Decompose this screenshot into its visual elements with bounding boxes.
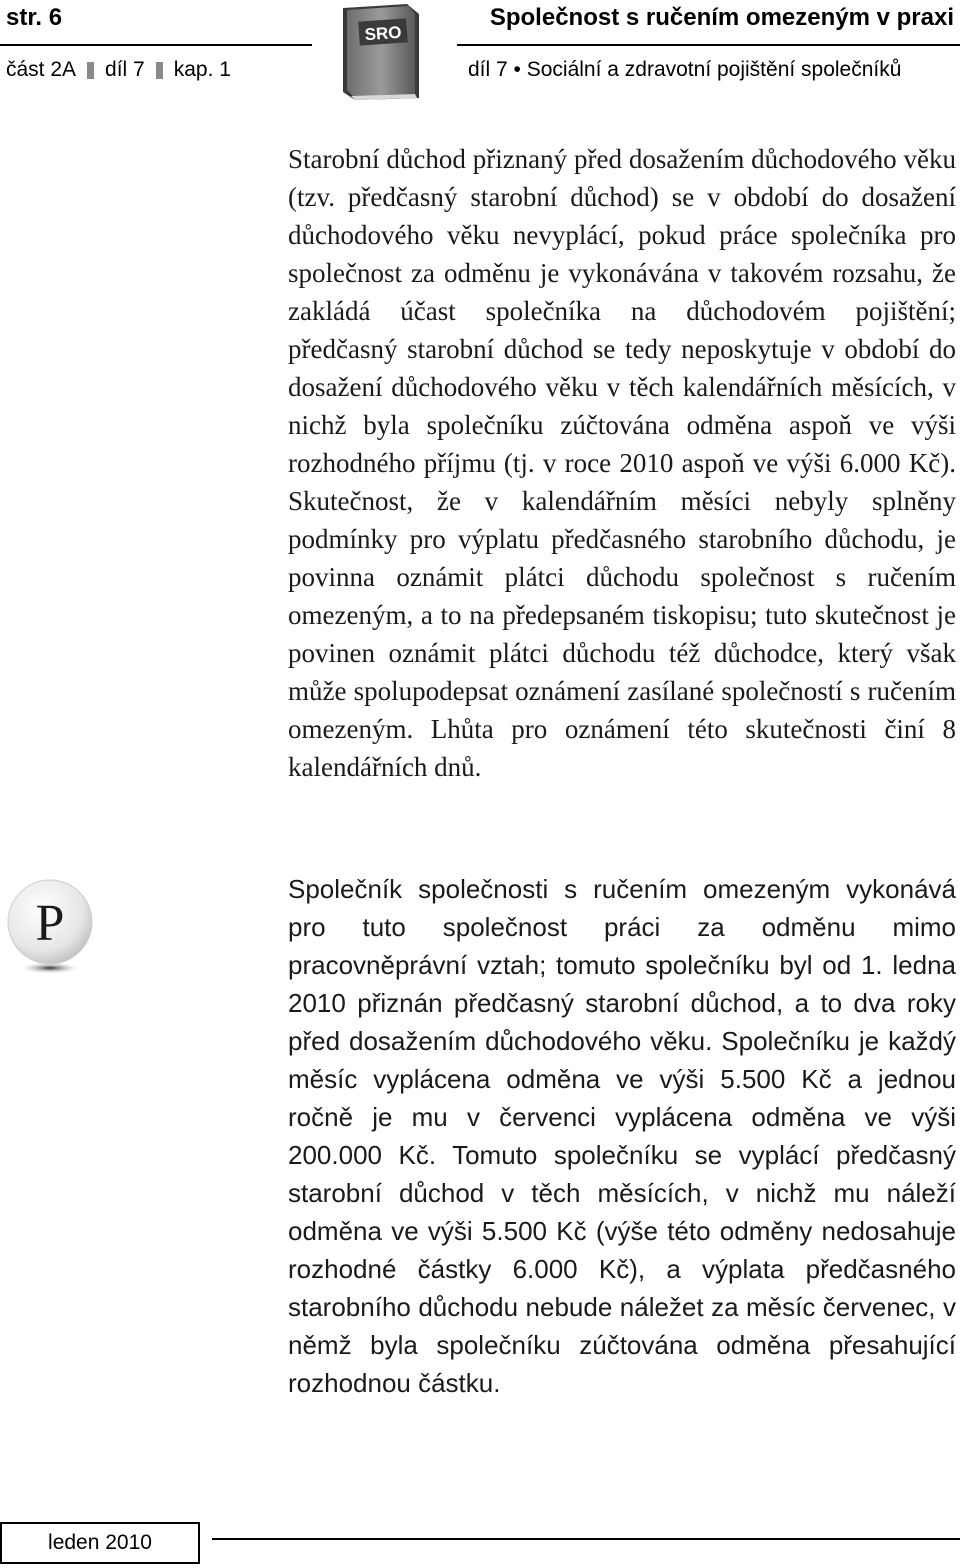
page-number: str. 6 [6, 4, 63, 31]
footer-date: leden 2010 [0, 1522, 200, 1564]
example-icon-letter: P [35, 895, 65, 952]
logo-text: SRO [364, 22, 403, 45]
breadcrumb-chapter: kap. 1 [173, 58, 231, 81]
example-icon [2, 870, 102, 980]
main-paragraph: Starobní důchod přiznaný před dosažením důchodového věku (tzv. předčasný starobní důchod) se v období do dosažení důchodového věku nevyplácí, pokud práce společníka pro společnost za odměnu je vykonávána v takovém rozsahu, že zakládá účast společníka na důchodovém pojištění; předčasný starobní důchod se tedy neposkytuje v období do dosažení důchodového věku v těch kalendářních měsících, v nichž byla společníku zúčtována odměna aspoň ve výši rozhodného příjmu (tj. v roce 2010 aspoň ve výši 6.000 Kč). Skutečnost, že v kalendářním měsíci nebyly splněny podmínky pro výplatu předčasného starobního důchodu, je povinna oznámit plátci důchodu společnost s ručením omezeným, a to na předepsaném tiskopisu; tuto skutečnost je povinen oznámit plátci důchodu též důchodce, který však může spolupodepsat oznámení zasílané společností s ručením omezeným. Lhůta pro oznámení této skutečnosti činí 8 kalendářních dnů. [288, 144, 956, 782]
chapter-title: díl 7 • Sociální a zdravotní pojištění společníků [468, 58, 902, 81]
header-rule-right [457, 44, 960, 46]
breadcrumb-part: část 2A [6, 58, 77, 81]
breadcrumb-section: díl 7 [105, 58, 145, 81]
breadcrumb-separator [87, 62, 94, 79]
footer-rule [212, 1538, 960, 1540]
header-rule-left [0, 44, 312, 46]
breadcrumb [6, 58, 231, 82]
book-title: Společnost s ručením omezeným v praxi [489, 4, 954, 31]
example-paragraph: Společník společnosti s ručením omezeným vykonává pro tuto společnost práci za odměnu mimo pracovněprávní vztah; tomuto společníku byl od 1. ledna 2010 přiznán předčasný starobní důchod, a to dva roky před dosažením důchodového věku. Společníku je každý měsíc vyplácena odměna ve výši 5.500 Kč a jednou ročně je mu v červenci vyplácena odměna ve výši 200.000 Kč. Tomuto společníku se vyplácí předčasný starobní důchod v těch měsících, v nichž mu náleží odměna ve výši 5.500 Kč (výše této odměny nedosahuje rozhodné částky 6.000 Kč), a výplata předčasného starobního důchodu nebude náležet za měsíc červenec, v němž byla společníku zúčtována odměna přesahující rozhodnou částku. [288, 874, 956, 1398]
sro-book-logo-icon [333, 0, 425, 102]
breadcrumb-separator [156, 62, 163, 79]
